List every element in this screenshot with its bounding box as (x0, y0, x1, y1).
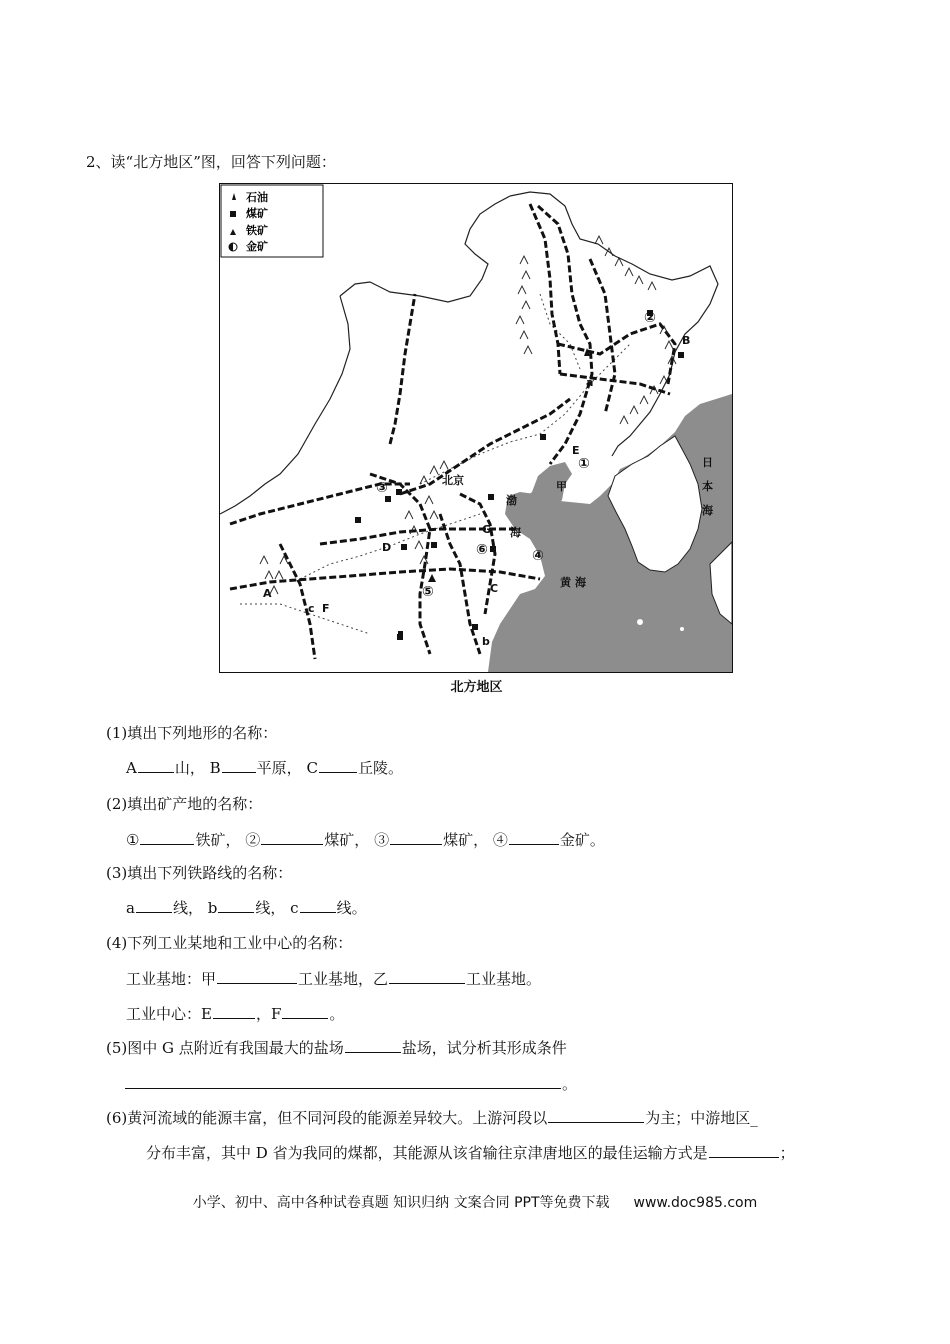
label-n6: ⑥ (476, 542, 488, 558)
label-n1: ① (578, 456, 590, 472)
q2-blank-3[interactable] (390, 830, 442, 845)
north-region-map (219, 183, 733, 673)
label-c: c (308, 602, 315, 615)
label-huanghai-1: 黄 (560, 576, 571, 589)
label-n4: ④ (532, 548, 544, 564)
q3-heading: (3)填出下列铁路线的名称： (106, 864, 293, 882)
legend-coal-label: 煤矿 (246, 207, 268, 220)
q5-blank-analysis[interactable] (125, 1074, 561, 1089)
label-jia: 甲 (556, 480, 567, 493)
map-caption: 北方地区 (450, 680, 503, 695)
q6-line-1: (6)黄河流域的能源丰富，但不同河段的能源差异较大。上游河段以 为主；中游地区_ (106, 1109, 758, 1127)
label-b: b (482, 635, 490, 648)
q1-answer-line: A 山， B 平原， C 丘陵。 (126, 759, 403, 777)
label-n5: ⑤ (422, 584, 434, 600)
coal-mine-icon (230, 211, 236, 217)
q1-C-label: C (306, 759, 318, 777)
q2-blank-2[interactable] (261, 830, 323, 845)
footer-text: 小学、初中、高中各种试卷真题 知识归纳 文案合同 PPT等免费下载 (192, 1195, 610, 1211)
q5-line: (5)图中 G 点附近有我国最大的盐场 盐场，试分析其形成条件 (106, 1039, 567, 1057)
q5-analysis-line: 。 (124, 1073, 577, 1094)
legend-iron-label: 铁矿 (246, 224, 268, 237)
q3-blank-a[interactable] (136, 898, 172, 913)
label-bohai-2: 海 (510, 526, 521, 539)
label-sea-japan-2: 本 (702, 480, 713, 493)
q4-blank-E[interactable] (213, 1004, 255, 1019)
label-sea-japan-1: 日 (702, 456, 713, 469)
q1-heading: (1)填出下列地形的名称： (106, 724, 278, 742)
label-n2: ② (644, 310, 656, 326)
q4-heading: (4)下列工业某地和工业中心的名称： (106, 934, 353, 952)
label-a: a (586, 376, 594, 389)
q4-blank-jia[interactable] (217, 969, 297, 984)
q1-A-blank[interactable] (138, 758, 174, 773)
footer-url[interactable]: www.doc985.com (633, 1195, 758, 1211)
label-n3: ③ (376, 480, 388, 496)
legend-gold-label: 金矿 (246, 240, 268, 253)
label-A: A (263, 587, 272, 600)
q2-answer-line: ① 铁矿， ② 煤矿， ③ 煤矿， ④ 金矿。 (126, 831, 605, 849)
label-huanghai-2: 海 (575, 576, 586, 589)
q1-A-label: A (126, 759, 137, 777)
label-sea-japan-3: 海 (702, 504, 713, 517)
q2-heading: (2)填出矿产地的名称： (106, 795, 263, 813)
q3-answer-line: a 线， b 线， c 线。 (126, 899, 367, 917)
mongolia-border (340, 196, 510, 302)
label-G: G (482, 523, 492, 536)
q3-blank-c[interactable] (300, 898, 336, 913)
label-beijing: 北京 (442, 474, 464, 487)
q5-blank-saltfield[interactable] (345, 1038, 401, 1053)
gold-mine-icon (229, 243, 237, 251)
map-legend (221, 185, 323, 257)
q6-line-2: 分布丰富，其中 D 省为我同的煤都，其能源从该省输往京津唐地区的最佳运输方式是 ； (146, 1144, 795, 1162)
label-F: F (322, 602, 330, 615)
q4-blank-F[interactable] (282, 1004, 328, 1019)
q4-blank-yi[interactable] (389, 969, 465, 984)
q6-blank-transport[interactable] (709, 1143, 779, 1158)
q2-blank-1[interactable] (140, 830, 194, 845)
q4-centers-line: 工业中心：E ，F 。 (126, 1005, 345, 1023)
legend-oil-label: 石油 (246, 191, 268, 204)
label-E: E (572, 444, 580, 457)
label-C: C (490, 582, 499, 595)
label-bohai-1: 渤 (506, 494, 517, 507)
label-B: B (682, 334, 691, 347)
q1-B-label: B (209, 759, 221, 777)
q2-blank-4[interactable] (509, 830, 559, 845)
q4-bases-line: 工业基地：甲 工业基地，乙 工业基地。 (126, 970, 542, 988)
map-figure (220, 184, 732, 672)
page-footer (0, 1192, 950, 1212)
q3-blank-b[interactable] (218, 898, 254, 913)
question-title: 2、读“北方地区”图，回答下列问题： (86, 153, 336, 171)
q6-blank-upper[interactable] (548, 1108, 644, 1123)
label-D: D (382, 541, 392, 554)
q1-C-blank[interactable] (319, 758, 357, 773)
q1-B-blank[interactable] (222, 758, 256, 773)
